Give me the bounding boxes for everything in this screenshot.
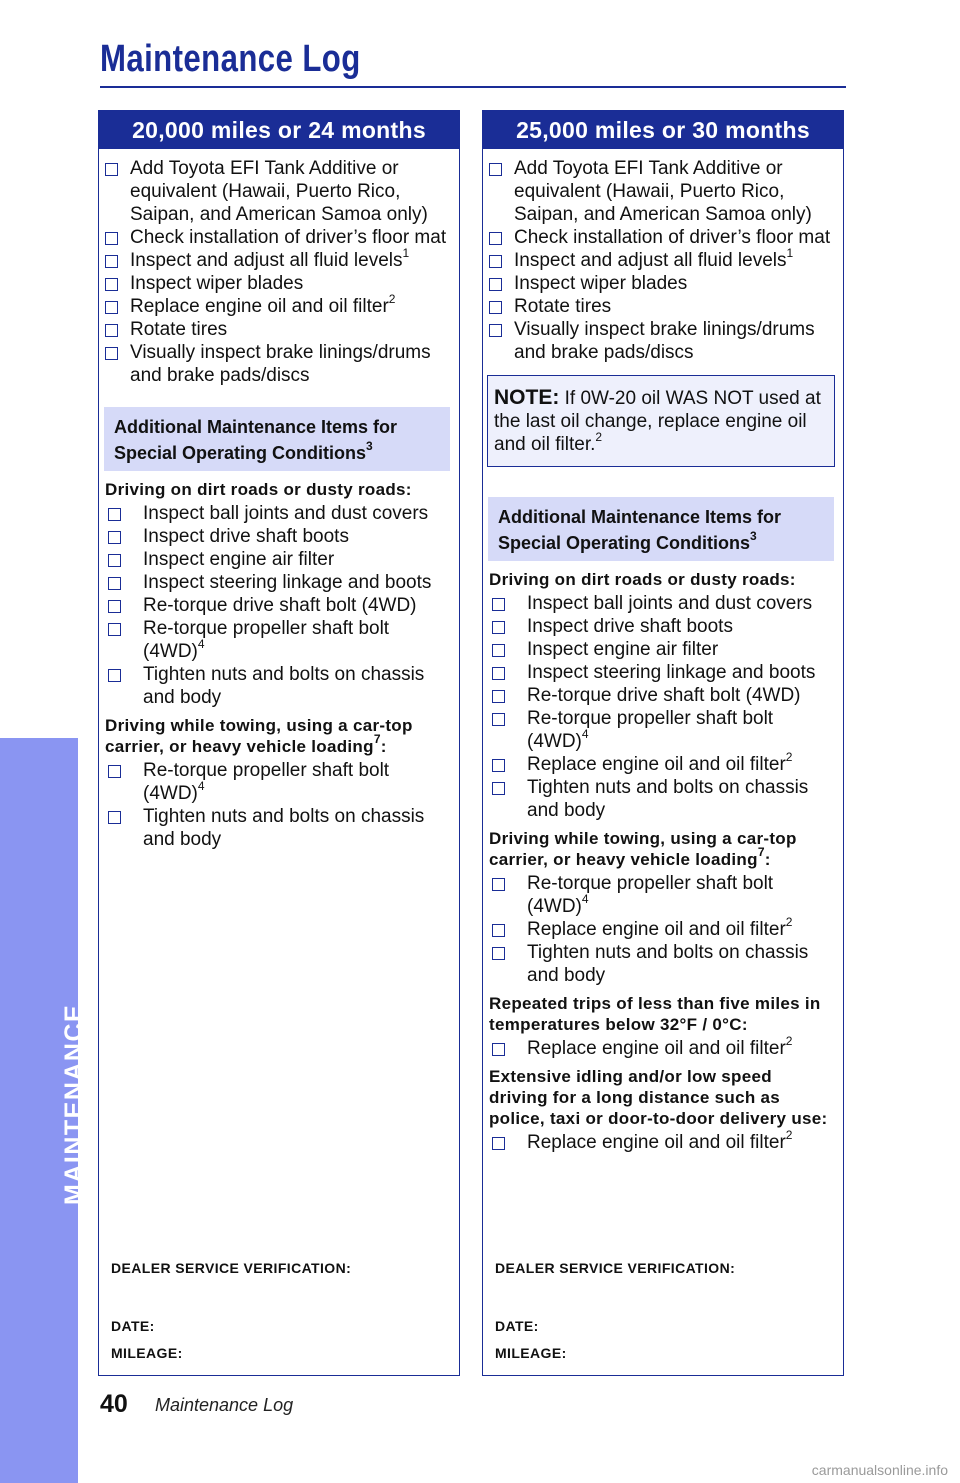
- checklist-item: [489, 684, 833, 707]
- additional-heading-line1: Additional Maintenance Items for: [498, 507, 782, 527]
- checklist-item: [105, 226, 449, 249]
- column-20000-miles: [98, 110, 460, 1376]
- checklist-item-text: Rotate tires: [130, 319, 228, 340]
- footnote-ref: 2: [785, 749, 793, 764]
- checkbox-icon[interactable]: [105, 278, 118, 291]
- checklist-item-text: Re-torque propeller shaft bolt (4WD): [527, 873, 774, 917]
- checkbox-icon[interactable]: [105, 163, 118, 176]
- checklist-item-text: Add Toyota EFI Tank Additive or equivalent (Hawaii, Puerto Rico, Saipan, and American Samoa only): [130, 158, 428, 225]
- column-header: 20,000 miles or 24 months: [99, 111, 459, 149]
- checkbox-icon[interactable]: [105, 255, 118, 268]
- checkbox-icon[interactable]: [492, 667, 505, 680]
- checklist-towing: [105, 759, 449, 851]
- checklist-item: [105, 341, 449, 387]
- checklist-item: [105, 502, 449, 525]
- note-label: NOTE:: [494, 386, 560, 409]
- checklist-item: [105, 318, 449, 341]
- checkbox-icon[interactable]: [489, 232, 502, 245]
- footnote-ref: 2: [785, 1033, 793, 1048]
- column-body: [483, 149, 843, 1154]
- checkbox-icon[interactable]: [108, 600, 121, 613]
- dealer-verification-label: DEALER SERVICE VERIFICATION:: [495, 1260, 736, 1276]
- footnote-ref: 4: [581, 891, 589, 906]
- checklist-item: [105, 805, 449, 851]
- checklist-item: [489, 295, 833, 318]
- checkbox-icon[interactable]: [108, 554, 121, 567]
- checkbox-icon[interactable]: [108, 765, 121, 778]
- checkbox-icon[interactable]: [489, 255, 502, 268]
- checklist-item: [489, 272, 833, 295]
- checklist-item-text: Re-torque propeller shaft bolt (4WD): [143, 760, 390, 804]
- checklist-item-text: Visually inspect brake linings/drums and brake pads/discs: [130, 342, 431, 386]
- column-body: [99, 149, 459, 851]
- checklist-item-text: Visually inspect brake linings/drums and brake pads/discs: [514, 319, 815, 363]
- checkbox-icon[interactable]: [492, 621, 505, 634]
- note-text: If 0W-20 oil WAS NOT used at the last oil change, replace engine oil and oil filter.: [494, 388, 821, 455]
- date-label: DATE:: [111, 1318, 155, 1334]
- additional-heading-line2: Special Operating Conditions$^3$: [114, 439, 373, 463]
- checklist-item: [489, 776, 833, 822]
- checklist-item-text: Re-torque drive shaft bolt (4WD): [143, 595, 417, 616]
- checklist-item: [489, 941, 833, 987]
- checklist-item-text: Replace engine oil and oil filter: [527, 754, 786, 775]
- checklist-item-text: Re-torque propeller shaft bolt (4WD): [143, 618, 390, 662]
- checklist-item-text: Inspect ball joints and dust covers: [527, 593, 813, 614]
- checklist-item: [105, 245, 449, 272]
- checklist-item: [105, 759, 449, 805]
- checkbox-icon[interactable]: [492, 1043, 505, 1056]
- checklist-item-text: Inspect drive shaft boots: [527, 616, 733, 637]
- checklist-item: [489, 615, 833, 638]
- watermark: carmanualsonline.info: [811, 1462, 948, 1478]
- checklist-item: [105, 594, 449, 617]
- checklist-short-trips: [489, 1033, 833, 1060]
- checklist-item: [105, 291, 449, 318]
- checklist-item: [489, 638, 833, 661]
- additional-heading-line1: Additional Maintenance Items for: [114, 417, 398, 437]
- checkbox-icon[interactable]: [105, 301, 118, 314]
- date-label: DATE:: [495, 1318, 539, 1334]
- checklist-item: [489, 157, 833, 226]
- checklist-dirt-roads: [489, 592, 833, 822]
- checkbox-icon[interactable]: [492, 644, 505, 657]
- checklist-item: [489, 245, 833, 272]
- page-number: 40: [100, 1390, 128, 1418]
- checkbox-icon[interactable]: [489, 163, 502, 176]
- checklist-main: [489, 157, 833, 364]
- checkbox-icon[interactable]: [489, 324, 502, 337]
- checkbox-icon[interactable]: [492, 759, 505, 772]
- checklist-item-text: Inspect drive shaft boots: [143, 526, 349, 547]
- checklist-item: [105, 272, 449, 295]
- checklist-item-text: Inspect engine air filter: [527, 639, 719, 660]
- column-header: 25,000 miles or 30 months: [483, 111, 843, 149]
- checkbox-icon[interactable]: [492, 947, 505, 960]
- additional-items-heading: [488, 497, 834, 561]
- checklist-item: [489, 872, 833, 918]
- checkbox-icon[interactable]: [108, 531, 121, 544]
- checklist-item-text: Inspect ball joints and dust covers: [143, 503, 429, 524]
- checkbox-icon[interactable]: [108, 577, 121, 590]
- checklist-item-text: Tighten nuts and bolts on chassis and body: [527, 777, 809, 821]
- oil-note: NOTE: If 0W-20 oil WAS NOT used at the last oil change, replace engine oil and oil filter.$^2$: [487, 375, 835, 467]
- checkbox-icon[interactable]: [492, 690, 505, 703]
- checklist-item-text: Tighten nuts and bolts on chassis and body: [143, 806, 425, 850]
- checklist-item: [105, 571, 449, 594]
- checklist-item-text: Add Toyota EFI Tank Additive or equivalent (Hawaii, Puerto Rico, Saipan, and American Samoa only): [514, 158, 812, 225]
- checklist-item-text: Re-torque drive shaft bolt (4WD): [527, 685, 801, 706]
- checklist-item-text: Inspect wiper blades: [130, 273, 304, 294]
- dealer-verification-label: DEALER SERVICE VERIFICATION:: [111, 1260, 352, 1276]
- condition-towing: Driving while towing, using a car-top carrier, or heavy vehicle loading$^7$:: [105, 716, 413, 756]
- checklist-item-text: Inspect and adjust all fluid levels: [130, 250, 403, 271]
- column-25000-miles: [482, 110, 844, 1376]
- checklist-item-text: Re-torque propeller shaft bolt (4WD): [527, 708, 774, 752]
- checkbox-icon[interactable]: [108, 811, 121, 824]
- checklist-item-text: Tighten nuts and bolts on chassis and body: [143, 664, 425, 708]
- footnote-ref: 4: [197, 636, 205, 651]
- checklist-item: [489, 914, 833, 941]
- checklist-item: [489, 707, 833, 753]
- checklist-item: [105, 663, 449, 709]
- checklist-item-text: Replace engine oil and oil filter: [130, 296, 389, 317]
- checklist-item: [489, 749, 833, 776]
- title-rule: [100, 86, 846, 88]
- mileage-label: MILEAGE:: [111, 1345, 183, 1361]
- checkbox-icon[interactable]: [492, 713, 505, 726]
- checkbox-icon[interactable]: [492, 878, 505, 891]
- checklist-item-text: Inspect and adjust all fluid levels: [514, 250, 787, 271]
- checklist-item-text: Replace engine oil and oil filter: [527, 919, 786, 940]
- footnote-ref: 1: [402, 245, 410, 260]
- checklist-item: [489, 318, 833, 364]
- checkbox-icon[interactable]: [489, 301, 502, 314]
- checklist-extensive-idling: [489, 1127, 833, 1154]
- checklist-item: [489, 1127, 833, 1154]
- footer-section-title: Maintenance Log: [155, 1395, 294, 1415]
- side-tab-label: MAINTENANCE: [60, 1003, 88, 1205]
- checklist-dirt-roads: [105, 502, 449, 709]
- checklist-item-text: Tighten nuts and bolts on chassis and body: [527, 942, 809, 986]
- checklist-towing: [489, 872, 833, 987]
- checklist-item-text: Inspect steering linkage and boots: [527, 662, 816, 683]
- checkbox-icon[interactable]: [105, 347, 118, 360]
- footnote-ref: 4: [197, 778, 205, 793]
- checkbox-icon[interactable]: [105, 232, 118, 245]
- checkbox-icon[interactable]: [108, 508, 121, 521]
- mileage-label: MILEAGE:: [495, 1345, 567, 1361]
- checkbox-icon[interactable]: [492, 598, 505, 611]
- checklist-item: [105, 617, 449, 663]
- footnote-ref: 2: [785, 914, 793, 929]
- checkbox-icon[interactable]: [492, 924, 505, 937]
- checklist-item-text: Check installation of driver’s floor mat: [130, 227, 447, 248]
- additional-heading-line2: Special Operating Conditions$^3$: [498, 529, 757, 553]
- checklist-item: [489, 226, 833, 249]
- footnote-ref: 2: [785, 1127, 793, 1142]
- checklist-item-text: Inspect wiper blades: [514, 273, 688, 294]
- checklist-item: [105, 525, 449, 548]
- additional-items-heading: [104, 407, 450, 471]
- checkbox-icon[interactable]: [108, 669, 121, 682]
- checklist-main: [105, 157, 449, 387]
- checklist-item: [489, 661, 833, 684]
- checklist-item: [105, 157, 449, 226]
- checklist-item-text: Replace engine oil and oil filter: [527, 1038, 786, 1059]
- page-title: Maintenance Log: [100, 38, 361, 80]
- checkbox-icon[interactable]: [108, 623, 121, 636]
- footnote-ref: 1: [786, 245, 794, 260]
- checklist-item: [489, 592, 833, 615]
- checklist-item: [489, 1033, 833, 1060]
- footnote-ref: 4: [581, 726, 589, 741]
- checklist-item: [105, 548, 449, 571]
- condition-dirt-roads: Driving on dirt roads or dusty roads:: [489, 570, 796, 589]
- footnote-ref: 2: [388, 291, 396, 306]
- condition-dirt-roads: Driving on dirt roads or dusty roads:: [105, 480, 412, 499]
- condition-towing: Driving while towing, using a car-top carrier, or heavy vehicle loading$^7$:: [489, 829, 797, 869]
- checkbox-icon[interactable]: [105, 324, 118, 337]
- checklist-item-text: Inspect engine air filter: [143, 549, 335, 570]
- condition-extensive-idling: Extensive idling and/or low speed driving for a long distance such as police, taxi or door-to-door delivery use:: [489, 1067, 828, 1128]
- condition-short-trips: Repeated trips of less than five miles in temperatures below 32°F / 0°C:: [489, 994, 821, 1034]
- checklist-item-text: Check installation of driver’s floor mat: [514, 227, 831, 248]
- checkbox-icon[interactable]: [489, 278, 502, 291]
- checkbox-icon[interactable]: [492, 782, 505, 795]
- checklist-item-text: Rotate tires: [514, 296, 612, 317]
- checklist-item-text: Replace engine oil and oil filter: [527, 1132, 786, 1153]
- checklist-item-text: Inspect steering linkage and boots: [143, 572, 432, 593]
- checkbox-icon[interactable]: [492, 1137, 505, 1150]
